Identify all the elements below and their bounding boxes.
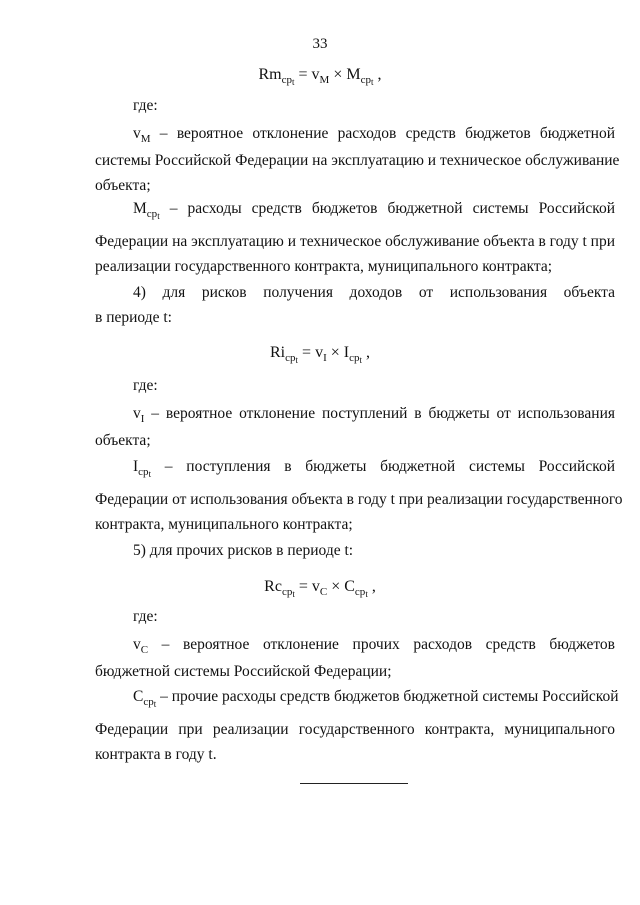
formula-lhs-subsub: t bbox=[292, 77, 295, 87]
paragraph-line: Федерации от использования объекта в году t при реализации государственного bbox=[95, 491, 623, 508]
symbol-subsub: t bbox=[157, 211, 160, 221]
formula-v: v bbox=[311, 66, 320, 83]
formula-rm bbox=[0, 66, 640, 87]
paragraph-vc bbox=[95, 632, 615, 684]
formula-rhs-subsub: t bbox=[359, 355, 362, 365]
formula-rhs-sub: cp bbox=[360, 74, 371, 86]
where-label: где: bbox=[133, 97, 158, 114]
formula-eq: = bbox=[294, 66, 312, 83]
formula-lhs: Rc bbox=[264, 578, 282, 595]
symbol-sub: cp bbox=[138, 466, 149, 478]
where-label: где: bbox=[133, 377, 158, 394]
symbol-sub: C bbox=[140, 644, 149, 656]
formula-end: , bbox=[362, 344, 370, 361]
formula-times: × bbox=[329, 66, 347, 83]
paragraph-line: в периоде t: bbox=[95, 309, 172, 326]
formula-end: , bbox=[373, 66, 382, 83]
paragraph-ccp bbox=[95, 684, 619, 767]
paragraph-icp bbox=[95, 454, 623, 537]
paragraph-mcp bbox=[95, 196, 615, 279]
paragraph-line: контракта в году t. bbox=[95, 746, 217, 763]
formula-rhs-sub: cp bbox=[349, 352, 360, 364]
symbol-sub: cp bbox=[146, 208, 158, 220]
symbol: I bbox=[133, 458, 139, 475]
formula-rhs-subsub: t bbox=[365, 589, 368, 599]
paragraph-line: Федерации при реализации государственного контракта, муниципального bbox=[95, 721, 615, 738]
line-text: – вероятное отклонение прочих расходов средств бюджетов bbox=[148, 636, 615, 653]
formula-v-sub: M bbox=[319, 74, 330, 86]
paragraph-line: Федерации на эксплуатацию и техническое обслуживание объекта в году t при bbox=[95, 233, 615, 250]
symbol: C bbox=[133, 688, 144, 705]
formula-rhs: C bbox=[344, 578, 355, 595]
paragraph-line: 4) для рисков получения доходов от использования объекта bbox=[133, 284, 615, 301]
paragraph-line: реализации государственного контракта, муниципального контракта; bbox=[95, 258, 553, 275]
formula-eq: = bbox=[294, 578, 312, 595]
formula-rhs-sub: cp bbox=[354, 586, 366, 598]
line-text: – поступления в бюджеты бюджетной системы Российской bbox=[151, 458, 615, 475]
paragraph-line: объекта; bbox=[95, 432, 151, 449]
page-number: 33 bbox=[312, 36, 328, 52]
formula-v: v bbox=[315, 344, 324, 361]
paragraph-line bbox=[95, 454, 615, 481]
formula-end: , bbox=[367, 578, 376, 595]
symbol-sub: M bbox=[140, 133, 151, 145]
formula-v: v bbox=[311, 578, 320, 595]
symbol: v bbox=[133, 405, 141, 422]
paragraph-item-4 bbox=[95, 280, 615, 330]
formula-rc bbox=[0, 578, 640, 599]
paragraph-line bbox=[95, 632, 615, 659]
paragraph-line: бюджетной системы Российской Федерации; bbox=[95, 663, 392, 680]
paragraph-line: 5) для прочих рисков в периоде t: bbox=[133, 542, 354, 559]
paragraph-line bbox=[95, 401, 615, 428]
formula-lhs-sub: cp bbox=[281, 74, 292, 86]
line-text: – прочие расходы средств бюджетов бюджетной системы Российской bbox=[156, 688, 619, 705]
formula-v-sub: C bbox=[319, 586, 328, 598]
formula-v-sub: I bbox=[323, 352, 327, 364]
end-rule bbox=[300, 783, 408, 784]
line-text: – вероятное отклонение расходов средств бюджетов бюджетной bbox=[150, 125, 615, 142]
paragraph-line bbox=[95, 684, 619, 711]
where-label: где: bbox=[133, 608, 158, 625]
line-text: – расходы средств бюджетов бюджетной системы Российской bbox=[159, 200, 615, 217]
formula-rhs: M bbox=[346, 66, 361, 83]
formula-times: × bbox=[327, 578, 345, 595]
paragraph-line: системы Российской Федерации на эксплуатацию и техническое обслуживание bbox=[95, 152, 620, 169]
formula-rhs: I bbox=[343, 344, 350, 361]
paragraph-line bbox=[95, 121, 615, 148]
paragraph-vm bbox=[95, 121, 620, 198]
formula-lhs: Rm bbox=[258, 66, 282, 83]
formula-times: × bbox=[326, 344, 344, 361]
formula-lhs-sub: cp bbox=[285, 352, 296, 364]
formula-lhs-sub: cp bbox=[281, 586, 293, 598]
formula-lhs: Ri bbox=[270, 344, 286, 361]
paragraph-item-5 bbox=[95, 538, 615, 563]
paragraph-line bbox=[95, 196, 615, 223]
formula-lhs-subsub: t bbox=[295, 355, 299, 365]
symbol: v bbox=[133, 125, 141, 142]
formula-lhs-subsub: t bbox=[292, 589, 295, 599]
symbol: v bbox=[133, 636, 141, 653]
paragraph-line: объекта; bbox=[95, 177, 151, 194]
paragraph-vi bbox=[95, 401, 615, 453]
symbol-sub: I bbox=[140, 413, 145, 425]
formula-ri bbox=[0, 344, 640, 365]
line-text: – вероятное отклонение поступлений в бюджеты от использования bbox=[144, 405, 615, 422]
formula-eq: = bbox=[298, 344, 316, 361]
paragraph-line: контракта, муниципального контракта; bbox=[95, 516, 353, 533]
symbol-subsub: t bbox=[153, 699, 157, 709]
formula-rhs-subsub: t bbox=[370, 77, 374, 87]
symbol-sub: cp bbox=[143, 696, 154, 708]
symbol-subsub: t bbox=[148, 469, 152, 479]
symbol: M bbox=[133, 200, 147, 217]
